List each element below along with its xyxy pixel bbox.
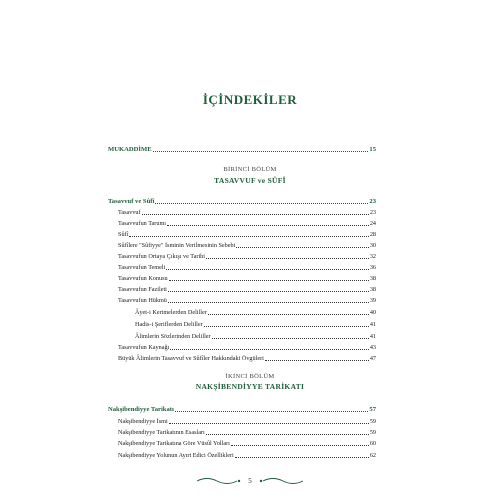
dot-leader: [206, 434, 369, 435]
dot-leader: [129, 236, 368, 237]
dot-leader: [168, 291, 369, 292]
dot-leader: [175, 411, 369, 412]
toc-entry-page: 32: [369, 253, 376, 260]
toc-entry-page: 15: [369, 146, 376, 153]
toc-entry-page: 36: [369, 264, 376, 271]
toc-entry-page: 38: [369, 275, 376, 282]
dot-leader: [169, 280, 369, 281]
dot-leader: [168, 302, 369, 303]
dot-leader: [212, 338, 369, 339]
toc-entry-label: Nakşibendiyye Tarikatına Göre Vüsûl Yolları: [118, 440, 230, 447]
dot-leader: [166, 269, 369, 270]
toc-entry[interactable]: [108, 220, 376, 227]
toc-entry[interactable]: [108, 297, 376, 304]
toc-entry-page: 41: [369, 321, 376, 328]
dot-leader: [235, 457, 369, 458]
dot-leader: [155, 203, 368, 204]
toc-entry-page: 28: [369, 231, 376, 238]
dot-leader: [170, 349, 369, 350]
toc-entry-label: Tasavvufun Kaynağı: [118, 344, 170, 351]
toc-entry-page: 23: [369, 209, 376, 216]
toc-entry[interactable]: [108, 440, 376, 447]
toc-entry-page: 38: [369, 286, 376, 293]
toc-entry-page: 24: [369, 220, 376, 227]
section-label: BİRİNCİ BÖLÜM: [223, 166, 277, 173]
toc-entry-label: Tasavvufun Konusu: [118, 275, 168, 282]
toc-entry[interactable]: [108, 253, 376, 260]
toc-entry[interactable]: [108, 209, 376, 216]
toc-entry-page: 59: [369, 418, 376, 425]
dot-leader: [169, 423, 369, 424]
toc-entry-label: Nakşibendiyye Yolunun Ayırt Edici Özellikleri: [118, 452, 234, 459]
dot-leader: [231, 445, 369, 446]
toc-entry-page: 39: [369, 297, 376, 304]
toc-entry-mukaddime[interactable]: [108, 146, 376, 153]
toc-entry-label: Nakşibendiyye Tarikatı: [108, 406, 174, 413]
toc-entry-label: Büyük Âlimlerin Tasavvuf ve Sûfîler Hakkındaki Övgüleri: [118, 355, 264, 362]
toc-entry[interactable]: [108, 264, 376, 271]
page-title: İÇİNDEKİLER: [202, 92, 298, 107]
toc-entry-label: Tasavvufun Fazileti: [118, 286, 167, 293]
toc-entry[interactable]: [108, 198, 376, 205]
toc-entry-page: 43: [369, 344, 376, 351]
toc-entry-label: MUKADDİME: [108, 146, 152, 153]
toc-entry-page: 47: [369, 355, 376, 362]
dot-leader: [236, 247, 368, 248]
toc-entry-page: 57: [369, 406, 376, 413]
section-title: NAKŞİBENDİYYE TARİKATI: [195, 382, 305, 391]
toc-entry-label: Âyet-i Kerimelerden Deliller: [135, 309, 207, 316]
toc-entry[interactable]: [108, 275, 376, 282]
toc-entry-label: Nakşibendiyye İsmi: [118, 418, 168, 425]
toc-entry-label: Tasavvufun Tarumı: [118, 220, 166, 227]
dot-leader: [204, 326, 369, 327]
dot-leader: [208, 314, 369, 315]
dot-leader: [142, 214, 369, 215]
toc-entry-label: Tasavvufun Ortaya Çıkışı ve Tarihi: [118, 253, 205, 260]
toc-entry-page: 41: [369, 333, 376, 340]
toc-entry-label: Sûfî: [118, 231, 129, 238]
toc-entry[interactable]: [108, 242, 376, 249]
toc-entry-page: 40: [369, 309, 376, 316]
toc-entry[interactable]: [108, 418, 376, 425]
toc-entry-page: 30: [369, 242, 376, 249]
toc-entry[interactable]: [108, 452, 376, 459]
page-number: 5: [248, 477, 252, 485]
toc-entry-label: Tasavvuf ve Sûfî: [108, 198, 155, 205]
section-title: TASAVVUF ve SÛFÎ: [214, 176, 286, 185]
toc-entry-label: Hadis-i Şeriflerden Deliller: [135, 321, 203, 328]
toc-entry-label: Sûfîlere "Sûfiyye" İsminin Verilmesinin Sebebi: [118, 242, 236, 249]
toc-entry-page: 59: [369, 429, 376, 436]
toc-entry[interactable]: [108, 344, 376, 351]
toc-entry[interactable]: [108, 286, 376, 293]
dot-leader: [167, 225, 369, 226]
toc-entry[interactable]: [108, 321, 376, 328]
toc-entry[interactable]: [108, 406, 376, 413]
toc-entry-label: Âlimlerin Sözlerinden Deliller: [135, 333, 211, 340]
dot-leader: [153, 151, 369, 152]
toc-entry-label: Tasavvufun Temeli: [118, 264, 166, 271]
dot-leader: [265, 360, 369, 361]
toc-entry-page: 60: [369, 440, 376, 447]
toc-entry-label: Tasavvufun Hükmü: [118, 297, 167, 304]
toc-entry-label: Nakşibendiyye Tarikatının Esasları: [118, 429, 205, 436]
toc-entry[interactable]: [108, 429, 376, 436]
toc-entry[interactable]: [108, 333, 376, 340]
toc-entry-label: Tasavvuf: [118, 209, 141, 216]
dot-leader: [206, 258, 369, 259]
section-label: İKİNCİ BÖLÜM: [225, 373, 275, 380]
toc-entry-page: 62: [369, 452, 376, 459]
toc-entry[interactable]: [108, 231, 376, 238]
toc-entry[interactable]: [108, 355, 376, 362]
toc-entry-page: 23: [369, 198, 376, 205]
toc-entry[interactable]: [108, 309, 376, 316]
